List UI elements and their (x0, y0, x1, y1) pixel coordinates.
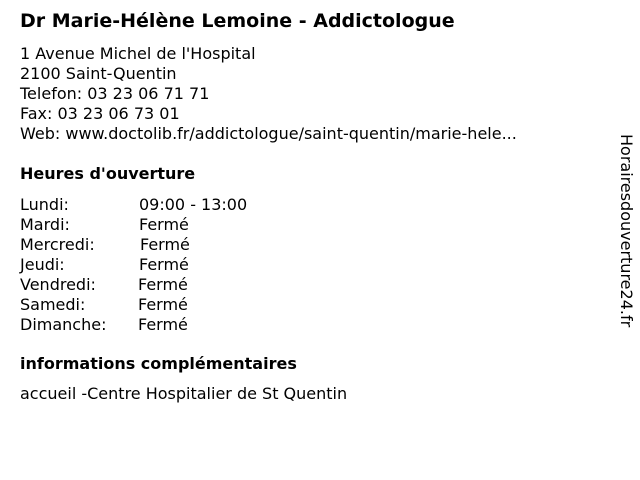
day-hours: Fermé (140, 235, 190, 254)
page-title: Dr Marie-Hélène Lemoine - Addictologue (20, 10, 455, 32)
additional-info-text: accueil -Centre Hospitalier de St Quentin (20, 384, 348, 403)
day-label: Mardi: (20, 215, 70, 234)
address-city: 2100 Saint-Quentin (20, 64, 177, 83)
day-label: Jeudi: (20, 255, 65, 274)
day-label: Mercredi: (20, 235, 95, 254)
day-hours: Fermé (138, 295, 188, 314)
day-label: Samedi: (20, 295, 86, 314)
day-hours: Fermé (138, 275, 188, 294)
additional-info-heading: informations complémentaires (20, 354, 297, 373)
day-label: Dimanche: (20, 315, 107, 334)
day-label: Vendredi: (20, 275, 96, 294)
opening-hours-heading: Heures d'ouverture (20, 164, 196, 183)
phone-number: Telefon: 03 23 06 71 71 (20, 84, 210, 103)
contact-details (20, 44, 517, 144)
day-label: Lundi: (20, 195, 69, 214)
fax-number: Fax: 03 23 06 73 01 (20, 104, 180, 123)
day-hours: Fermé (138, 315, 188, 334)
address-street: 1 Avenue Michel de l'Hospital (20, 44, 256, 63)
website-link[interactable]: Web: www.doctolib.fr/addictologue/saint-quentin/marie-hele... (20, 124, 517, 143)
day-hours: 09:00 - 13:00 (139, 195, 248, 214)
site-watermark: Horairesdouverture24.fr (617, 134, 636, 328)
day-hours: Fermé (139, 255, 189, 274)
day-hours: Fermé (139, 215, 189, 234)
